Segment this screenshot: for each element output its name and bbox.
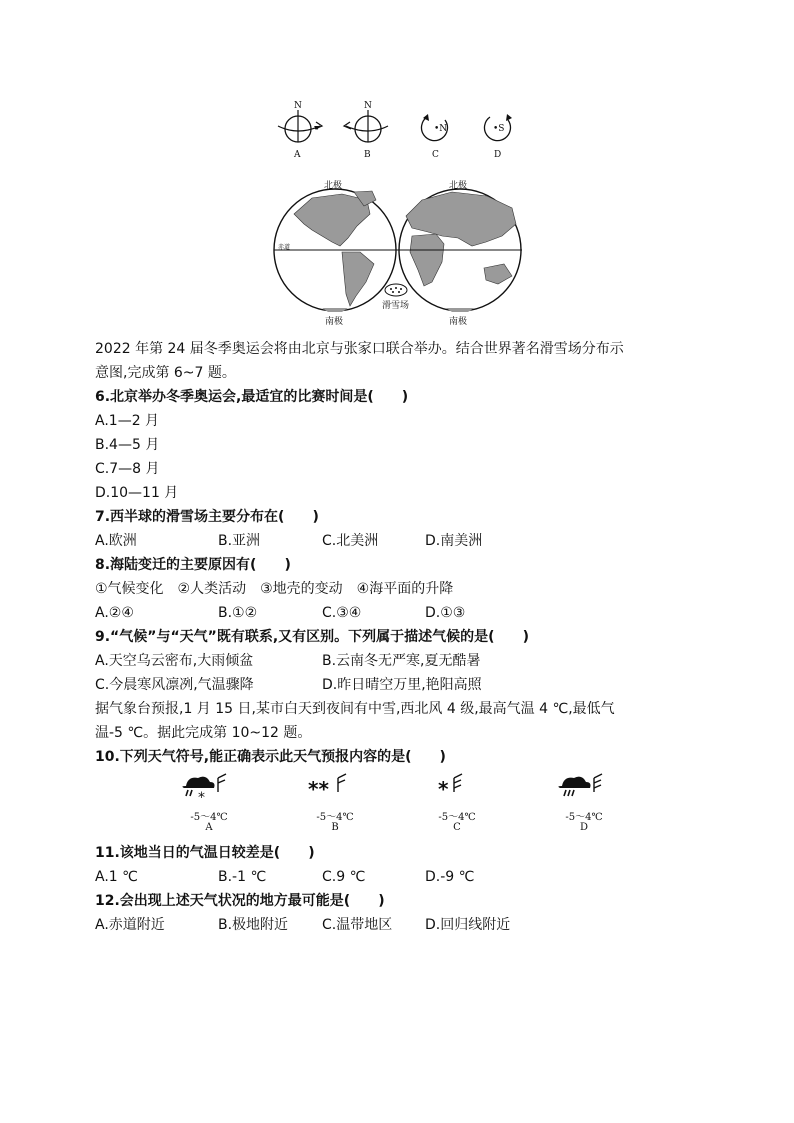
q6-option-d: D.10—11 月 <box>95 485 179 501</box>
q6-stem: 6.北京举办冬季奥运会,最适宜的比赛时间是( ) <box>95 389 409 405</box>
map-legend-label: 滑雪场 <box>382 301 410 311</box>
map-north-pole-right: 北极 <box>449 181 468 191</box>
q12-stem: 12.会出现上述天气状况的地方最可能是( ) <box>95 893 385 909</box>
q8-statements: ①气候变化 ②人类活动 ③地壳的变动 ④海平面的升降 <box>95 581 454 597</box>
intro-10-12-line2: 温-5 ℃。据此完成第 10~12 题。 <box>95 725 312 741</box>
q10-choice-d: D <box>579 822 589 833</box>
q9-stem: 9.“气候”与“天气”既有联系,又有区别。下列属于描述气候的是( ) <box>95 629 529 645</box>
diagram-b-north-label: N <box>364 101 372 111</box>
q10-temp-a: -5～4℃ <box>190 812 228 823</box>
q7-stem: 7.西半球的滑雪场主要分布在( ) <box>95 509 319 525</box>
q10-choice-a: A <box>205 822 213 833</box>
q8-option-a: A.②④ <box>95 605 134 621</box>
intro-6-7-line2: 意图,完成第 6~7 题。 <box>95 365 236 381</box>
map-south-pole-right: 南极 <box>449 317 468 327</box>
q8-option-b: B.①② <box>218 605 258 621</box>
ski-resort-legend-icon <box>385 284 407 296</box>
q12-option-c: C.温带地区 <box>322 917 393 933</box>
q6-option-a: A.1—2 月 <box>95 413 160 429</box>
diagram-d-pole-label: •S <box>493 124 505 134</box>
diagram-c-label: C <box>432 150 439 160</box>
q10-choice-b: B <box>331 822 339 833</box>
svg-text:*: * <box>438 777 449 801</box>
weather-symbol-d <box>558 774 602 796</box>
q11-option-a: A.1 ℃ <box>95 869 138 885</box>
q9-option-c: C.今晨寒风凛冽,气温骤降 <box>95 677 254 693</box>
q6-option-b: B.4—5 月 <box>95 437 160 453</box>
q9-option-b: B.云南冬无严寒,夏无酷暑 <box>322 653 481 669</box>
diagram-b <box>344 110 388 142</box>
q10-temp-c: -5～4℃ <box>438 812 476 823</box>
q11-stem: 11.该地当日的气温日较差是( ) <box>95 845 315 861</box>
q9-option-d: D.昨日晴空万里,艳阳高照 <box>322 677 482 693</box>
map-north-pole-left: 北极 <box>324 181 343 191</box>
q7-option-d: D.南美洲 <box>425 533 483 549</box>
q12-option-b: B.极地附近 <box>218 917 289 933</box>
q7-option-a: A.欧洲 <box>95 533 137 549</box>
q8-option-d: D.①③ <box>425 605 466 621</box>
q10-temp-d: -5～4℃ <box>565 812 603 823</box>
weather-symbol-a <box>182 774 226 806</box>
q7-option-c: C.北美洲 <box>322 533 379 549</box>
intro-10-12-line1: 据气象台预报,1 月 15 日,某市白天到夜间有中雪,西北风 4 级,最高气温 4 ℃,最低气 <box>95 701 615 717</box>
diagram-a <box>278 110 322 142</box>
q9-option-a: A.天空乌云密布,大雨倾盆 <box>95 653 254 669</box>
weather-symbols <box>170 770 620 806</box>
map-equator-label: 赤道 <box>278 244 291 251</box>
q6-option-c: C.7—8 月 <box>95 461 160 477</box>
diagram-a-north-label: N <box>294 101 302 111</box>
q10-temp-b: -5～4℃ <box>316 812 354 823</box>
q11-option-c: C.9 ℃ <box>322 869 366 885</box>
svg-text:*: * <box>198 790 205 806</box>
diagram-a-label: A <box>294 150 301 160</box>
q11-option-d: D.-9 ℃ <box>425 869 475 885</box>
q12-option-d: D.回归线附近 <box>425 917 511 933</box>
weather-symbol-c <box>438 774 462 801</box>
q10-choice-c: C <box>453 822 461 833</box>
diagram-b-label: B <box>364 150 371 160</box>
q7-option-b: B.亚洲 <box>218 533 261 549</box>
q11-option-b: B.-1 ℃ <box>218 869 267 885</box>
intro-6-7-line1: 2022 年第 24 届冬季奥运会将由北京与张家口联合举办。结合世界著名滑雪场分布示 <box>95 341 624 357</box>
q12-option-a: A.赤道附近 <box>95 917 165 933</box>
diagram-c-pole-label: •N <box>434 124 448 134</box>
ski-resort-world-map <box>272 186 524 314</box>
q8-stem: 8.海陆变迁的主要原因有( ) <box>95 557 291 573</box>
earth-rotation-diagrams <box>270 96 530 166</box>
q8-option-c: C.③④ <box>322 605 362 621</box>
svg-text:**: ** <box>308 777 329 801</box>
diagram-d-label: D <box>494 150 502 160</box>
map-south-pole-left: 南极 <box>325 317 344 327</box>
q10-stem: 10.下列天气符号,能正确表示此天气预报内容的是( ) <box>95 749 446 765</box>
weather-symbol-b <box>308 774 346 801</box>
